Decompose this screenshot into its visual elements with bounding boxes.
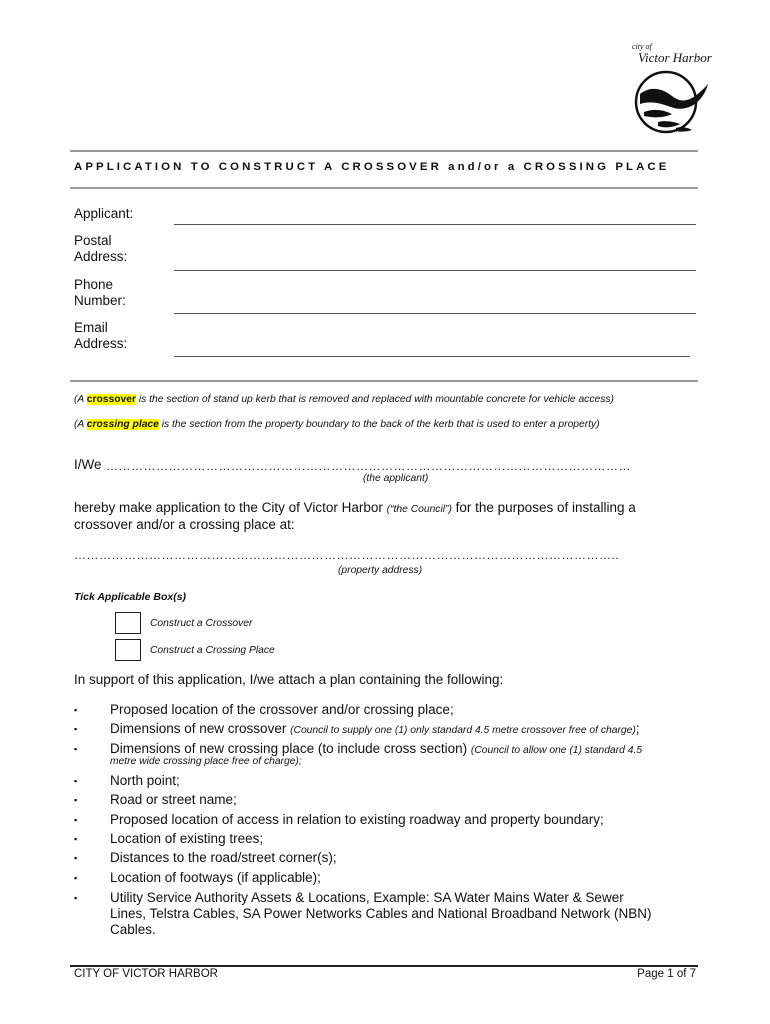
list-bullet: ▪ <box>74 815 78 825</box>
support-intro: In support of this application, I/we attach a plan containing the following: <box>74 672 504 687</box>
list-bullet: ▪ <box>74 853 78 863</box>
crossing-place-definition: (A crossing place is the section from the property boundary to the back of the kerb that is used to enter a property) <box>74 419 600 430</box>
list-item: Road or street name; <box>110 792 237 807</box>
crossing-place-term: crossing place <box>86 419 159 430</box>
property-address-dotted-line[interactable]: ………………………………………………………………………………………………………………….. <box>74 548 620 562</box>
logo-big-text: Victor Harbor <box>638 50 712 65</box>
applicant-caption: (the applicant) <box>363 473 429 484</box>
fields-bottom-rule <box>70 380 698 382</box>
list-bullet: ▪ <box>74 724 78 734</box>
crossover-definition: (A crossover is the section of stand up kerb that is removed and replaced with mountable concrete for vehicle access) <box>74 394 614 405</box>
phone-number-label: Phone Number: <box>74 277 126 308</box>
postal-address-field[interactable] <box>174 270 696 271</box>
list-item: Location of existing trees; <box>110 831 264 846</box>
email-address-field[interactable] <box>174 356 690 357</box>
applicant-field[interactable] <box>174 224 696 225</box>
list-bullet: ▪ <box>74 873 78 883</box>
list-item: Dimensions of new crossing place (to include cross section) (Council to allow one (1) standard 4.5 <box>110 741 643 756</box>
list-bullet: ▪ <box>74 776 78 786</box>
applicant-dotted-line[interactable]: ……………………………………………………………………………………………………………… <box>106 459 631 473</box>
phone-number-field[interactable] <box>174 313 696 314</box>
application-statement-line2: crossover and/or a crossing place at: <box>74 517 295 532</box>
email-address-label: Email Address: <box>74 320 128 351</box>
list-item-continuation: metre wide crossing place free of charge); <box>110 756 302 767</box>
application-statement: hereby make application to the City of Victor Harbor (“the Council”) for the purposes of installing a <box>74 500 636 515</box>
logo-wave-icon <box>628 42 720 138</box>
logo-small-text: city of <box>632 42 652 51</box>
footer-org: CITY OF VICTOR HARBOR <box>74 968 218 980</box>
list-bullet: ▪ <box>74 893 78 903</box>
construct-crossing-place-label: Construct a Crossing Place <box>150 645 275 656</box>
title-bottom-rule <box>70 187 698 189</box>
list-bullet: ▪ <box>74 705 78 715</box>
postal-address-label: Postal Address: <box>74 233 128 264</box>
list-bullet: ▪ <box>74 744 78 754</box>
title-top-rule <box>70 150 698 152</box>
list-item: Utility Service Authority Assets & Locations, Example: SA Water Mains Water & Sewer Lines, Telstra Cables, SA Power Networks Cables and National Broadband Network (NBN) Cables. <box>110 890 652 937</box>
footer-rule <box>70 965 698 967</box>
list-item: Dimensions of new crossover (Council to supply one (1) only standard 4.5 metre crossover free of charge); <box>110 721 640 736</box>
page-title: APPLICATION TO CONSTRUCT A CROSSOVER and/or a CROSSING PLACE <box>74 161 670 173</box>
tick-heading: Tick Applicable Box(s) <box>74 591 187 603</box>
list-item: Proposed location of access in relation to existing roadway and property boundary; <box>110 812 604 827</box>
council-logo <box>628 42 720 138</box>
list-bullet: ▪ <box>74 795 78 805</box>
list-item: Location of footways (if applicable); <box>110 870 321 885</box>
list-item: Proposed location of the crossover and/or crossing place; <box>110 702 454 717</box>
applicant-prefix: I/We <box>74 457 102 472</box>
list-item: North point; <box>110 773 180 788</box>
property-address-caption: (property address) <box>338 565 423 576</box>
list-bullet: ▪ <box>74 834 78 844</box>
construct-crossover-label: Construct a Crossover <box>150 618 253 629</box>
construct-crossing-place-checkbox[interactable] <box>115 639 141 661</box>
applicant-label: Applicant: <box>74 206 134 221</box>
list-item: Distances to the road/street corner(s); <box>110 850 337 865</box>
council-note: (“the Council”) <box>386 504 452 515</box>
crossover-term: crossover <box>86 394 137 405</box>
page-number: Page 1 of 7 <box>637 968 696 980</box>
construct-crossover-checkbox[interactable] <box>115 612 141 634</box>
